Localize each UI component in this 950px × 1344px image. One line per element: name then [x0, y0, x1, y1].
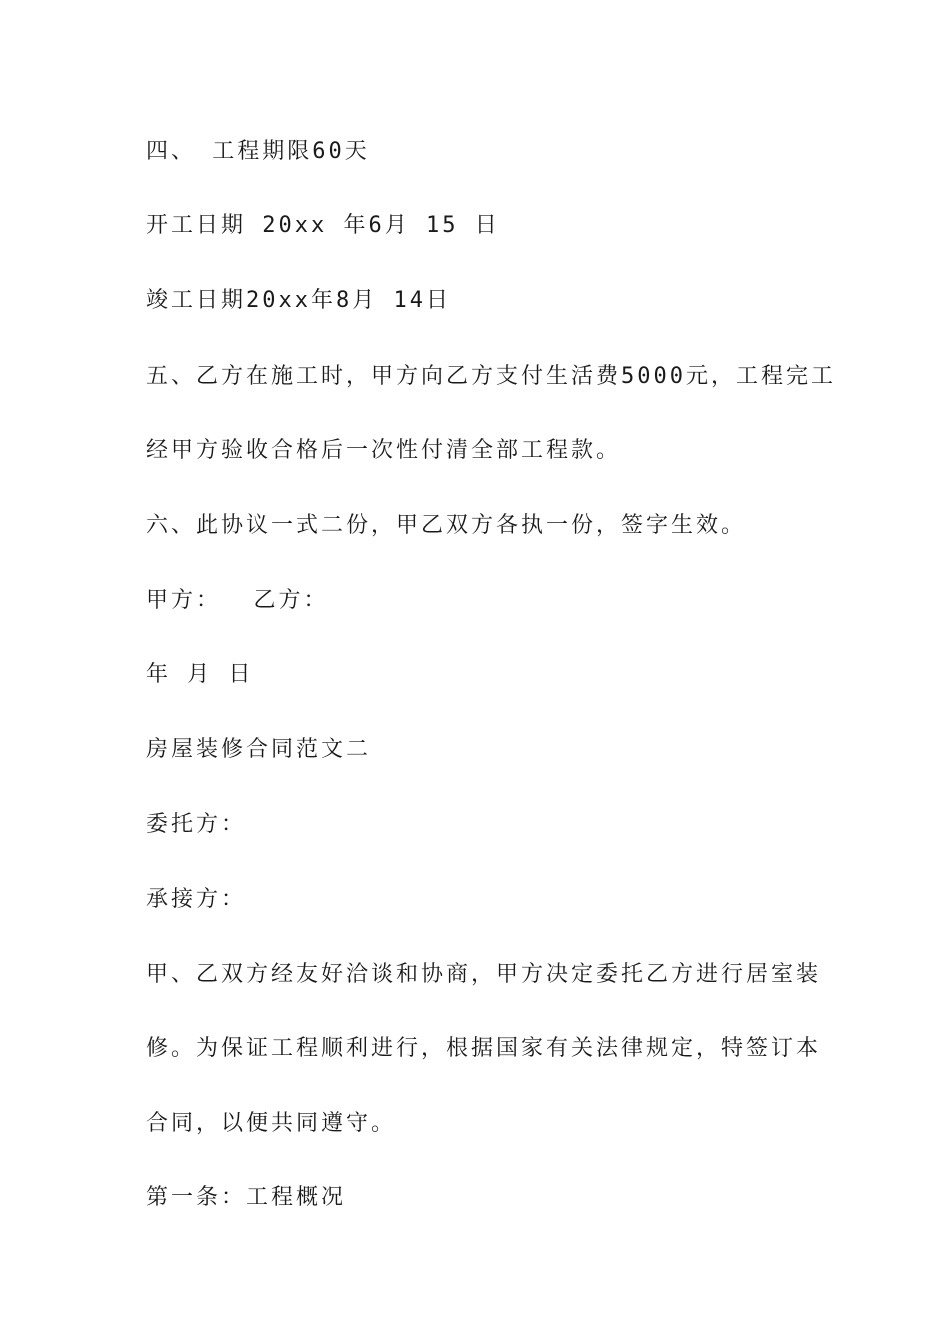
text-line: 修。为保证工程顺利进行，根据国家有关法律规定，特签订本	[146, 1036, 822, 1061]
section-title: 房屋装修合同范文二	[146, 737, 372, 762]
text-line: 合同，以便共同遵守。	[146, 1111, 397, 1136]
text-line: 委托方：	[146, 812, 247, 837]
signature-line: 甲方： 乙方：	[146, 588, 329, 613]
date-line: 年 月 日	[146, 662, 254, 687]
text-line: 开工日期 20xx 年6月 15 日	[146, 213, 500, 238]
clause-heading: 第一条：工程概况	[146, 1185, 347, 1210]
text-line: 甲、乙双方经友好洽谈和协商，甲方决定委托乙方进行居室装	[146, 962, 822, 987]
text-line: 竣工日期20xx年8月 14日	[146, 288, 451, 313]
text-line: 四、 工程期限60天	[146, 139, 370, 164]
text-line: 五、乙方在施工时，甲方向乙方支付生活费5000元，工程完工	[146, 364, 836, 389]
text-line: 六、此协议一式二份，甲乙双方各执一份，签字生效。	[146, 513, 747, 538]
text-line: 承接方：	[146, 887, 247, 912]
text-line: 经甲方验收合格后一次性付清全部工程款。	[146, 438, 622, 463]
